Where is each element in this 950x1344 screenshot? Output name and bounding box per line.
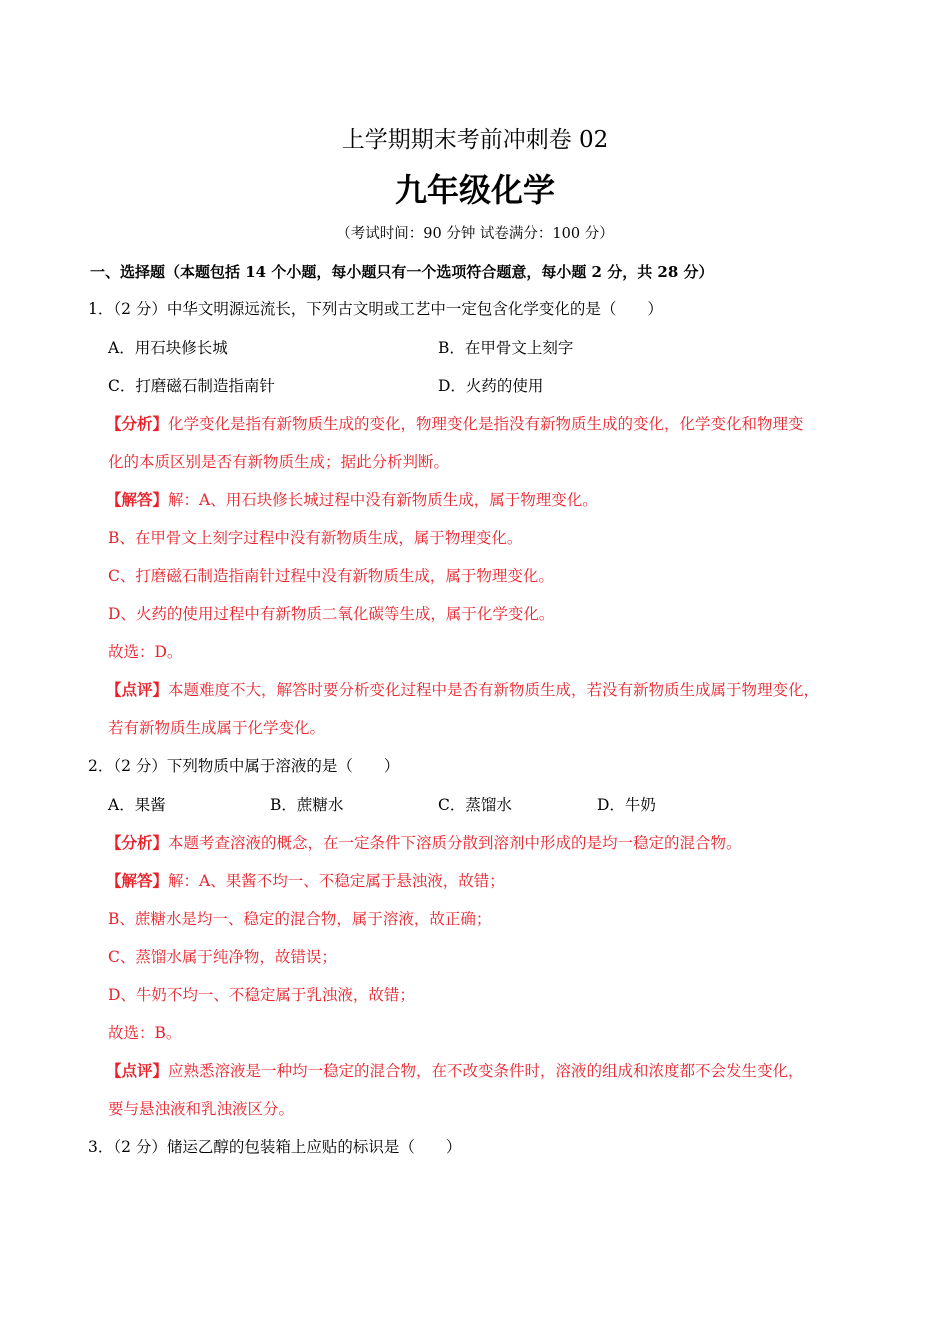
question-1-answer-d: D、火药的使用过程中有新物质二氧化碳等生成，属于化学变化。 (108, 605, 555, 623)
question-1-option-b: B．在甲骨文上刻字 (438, 339, 574, 357)
comment-tag: 【点评】 (106, 680, 169, 699)
question-2-option-d: D．牛奶 (597, 796, 656, 814)
question-2-comment-cont: 要与悬浊液和乳浊液区分。 (108, 1100, 295, 1118)
question-2-stem: 2．（2 分）下列物质中属于溶液的是（ ） (88, 757, 400, 775)
question-1-option-a: A．用石块修长城 (108, 339, 228, 357)
section-heading: 一、选择题（本题包括 14 个小题，每小题只有一个选项符合题意，每小题 2 分，共 28 分） (90, 263, 714, 281)
answer-tag: 【解答】 (106, 490, 169, 509)
question-2-analysis (106, 832, 742, 854)
question-1-option-d: D．火药的使用 (438, 377, 544, 395)
question-2-option-c: C．蒸馏水 (438, 796, 512, 814)
answer-text: 解：A、果酱不均一、不稳定属于悬浊液，故错； (168, 872, 505, 890)
question-2-answer-c: C、蒸馏水属于纯净物，故错误； (108, 948, 337, 966)
question-2-answer-d: D、牛奶不均一、不稳定属于乳浊液，故错； (108, 986, 415, 1004)
question-1-stem: 1．（2 分）中华文明源远流长，下列古文明或工艺中一定包含化学变化的是（ ） (88, 300, 663, 318)
analysis-tag: 【分析】 (106, 833, 169, 852)
question-2-option-b: B．蔗糖水 (270, 796, 344, 814)
question-3-stem: 3．（2 分）储运乙醇的包装箱上应贴的标识是（ ） (88, 1138, 462, 1156)
question-1-comment (106, 679, 819, 701)
analysis-text: 化学变化是指有新物质生成的变化，物理变化是指没有新物质生成的变化，化学变化和物理变 (168, 415, 804, 433)
answer-tag: 【解答】 (106, 871, 169, 890)
question-1-answer-b: B、在甲骨文上刻字过程中没有新物质生成，属于物理变化。 (108, 529, 523, 547)
question-2-answer (106, 870, 505, 892)
answer-text: 解：A、用石块修长城过程中没有新物质生成，属于物理变化。 (168, 491, 598, 509)
analysis-tag: 【分析】 (106, 414, 169, 433)
question-1-answer (106, 489, 598, 511)
analysis-text: 本题考查溶液的概念，在一定条件下溶质分散到溶剂中形成的是均一稳定的混合物。 (168, 834, 742, 852)
question-1-choice: 故选：D。 (108, 643, 183, 661)
question-1-answer-c: C、打磨磁石制造指南针过程中没有新物质生成，属于物理变化。 (108, 567, 554, 585)
exam-info: （考试时间：90 分钟 试卷满分：100 分） (336, 226, 614, 242)
comment-tag: 【点评】 (106, 1061, 169, 1080)
question-2-option-a: A．果酱 (108, 796, 166, 814)
exam-title: 上学期期末考前冲刺卷 02 (341, 127, 609, 153)
comment-text: 应熟悉溶液是一种均一稳定的混合物，在不改变条件时，溶液的组成和浓度都不会发生变化， (168, 1062, 804, 1080)
question-2-choice: 故选：B。 (108, 1024, 182, 1042)
question-2-answer-b: B、蔗糖水是均一、稳定的混合物，属于溶液，故正确； (108, 910, 492, 928)
question-1-comment-cont: 若有新物质生成属于化学变化。 (108, 719, 326, 737)
question-1-analysis-cont: 化的本质区别是否有新物质生成；据此分析判断。 (108, 453, 450, 471)
question-1-analysis (106, 413, 804, 435)
question-1-option-c: C．打磨磁石制造指南针 (108, 377, 275, 395)
question-2-comment (106, 1060, 804, 1082)
comment-text: 本题难度不大，解答时要分析变化过程中是否有新物质生成，若没有新物质生成属于物理变化， (168, 681, 820, 699)
subject-title: 九年级化学 (394, 171, 555, 209)
